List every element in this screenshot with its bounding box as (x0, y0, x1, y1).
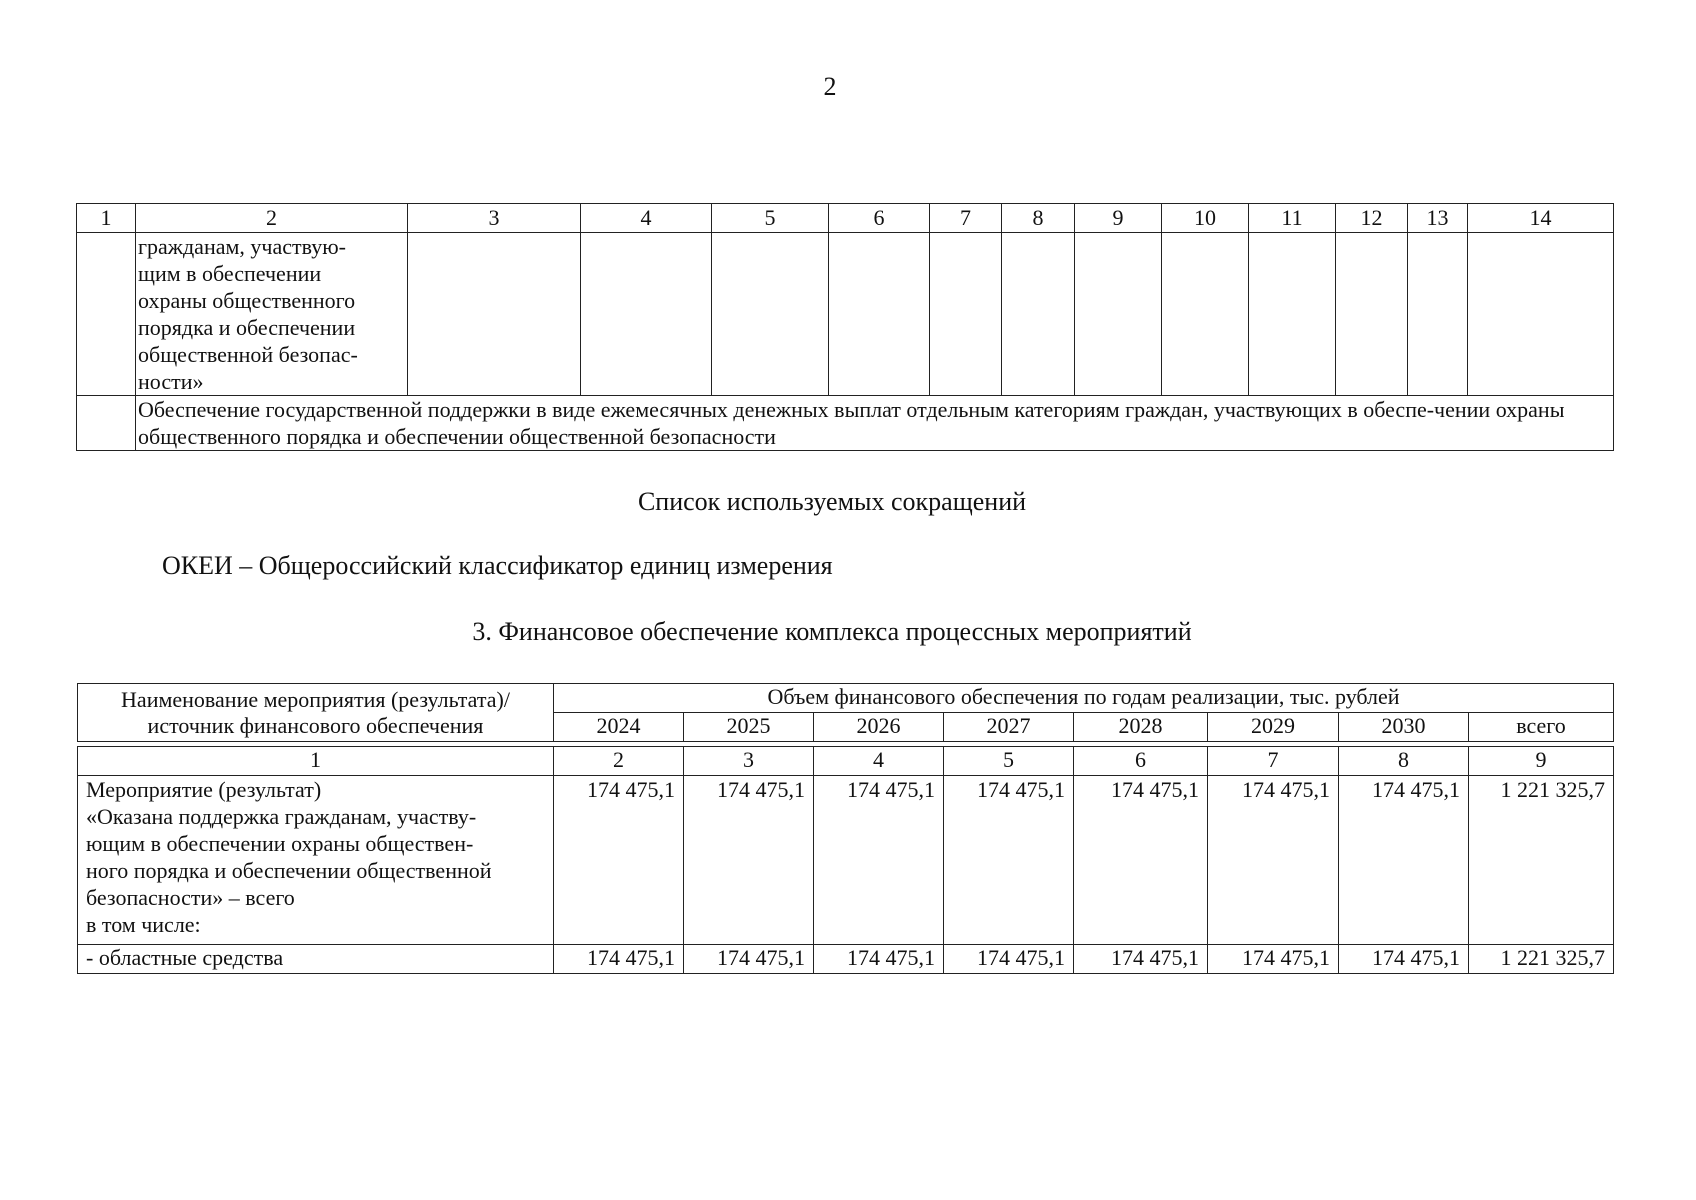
year-header-cell: 2024 (554, 713, 684, 742)
value-cell: 174 475,1 (944, 945, 1074, 974)
activity-name-cell (78, 776, 554, 945)
empty-cell (1075, 233, 1162, 396)
empty-cell (1408, 233, 1468, 396)
text-line: охраны общественного (138, 288, 356, 313)
column-number-cell: 7 (1208, 747, 1339, 776)
empty-cell (1162, 233, 1249, 396)
column-number-cell: 4 (814, 747, 944, 776)
year-header-cell: 2030 (1339, 713, 1469, 742)
empty-cell (712, 233, 829, 396)
header-cell: 12 (1336, 204, 1408, 233)
empty-cell (930, 233, 1002, 396)
value-cell: 174 475,1 (1208, 945, 1339, 974)
value-cell: 174 475,1 (1074, 776, 1208, 945)
header-cell: 8 (1002, 204, 1075, 233)
table-row (77, 233, 1614, 396)
table-row (77, 396, 1614, 451)
abbreviations-title: Список используемых сокращений (637, 487, 1027, 516)
column-number-cell: 9 (1469, 747, 1614, 776)
total-header-cell: всего (1469, 713, 1614, 742)
text-line: порядка и обеспечении (138, 315, 356, 340)
empty-cell (408, 233, 581, 396)
header-cell: 6 (829, 204, 930, 233)
empty-cell (77, 396, 136, 451)
text-line: гражданам, участвую- (138, 234, 347, 259)
text-line: в том числе: (86, 912, 201, 937)
value-cell: 174 475,1 (554, 776, 684, 945)
page-number: 2 (823, 72, 837, 101)
text-line: общественной безопас- (138, 342, 358, 367)
text-line: ного порядка и обеспечении общественной (86, 858, 492, 883)
table-row (78, 945, 1614, 974)
column-number-cell: 2 (554, 747, 684, 776)
value-cell: 174 475,1 (1339, 776, 1469, 945)
value-cell: 174 475,1 (1208, 776, 1339, 945)
table-header-row (77, 204, 1614, 233)
header-cell: 9 (1075, 204, 1162, 233)
header-cell: 1 (77, 204, 136, 233)
table-header-row (78, 684, 1614, 713)
total-value-cell: 1 221 325,7 (1469, 945, 1614, 974)
value-cell: 174 475,1 (1074, 945, 1208, 974)
year-header-cell: 2027 (944, 713, 1074, 742)
value-cell: 174 475,1 (684, 945, 814, 974)
empty-cell (77, 233, 136, 396)
header-cell: 13 (1408, 204, 1468, 233)
table-row (78, 776, 1614, 945)
merged-description-cell: Обеспечение государственной поддержки в виде ежемесячных денежных выплат отдельным категориям граждан, участвующих в обеспе-чении охраны общественного порядка и обеспечении общественной безопасности (136, 396, 1614, 451)
value-cell: 174 475,1 (814, 776, 944, 945)
column-number-cell: 5 (944, 747, 1074, 776)
empty-cell (1002, 233, 1075, 396)
text-line: Мероприятие (результат) (86, 777, 322, 802)
total-value-cell: 1 221 325,7 (1469, 776, 1614, 945)
source-name-cell: - областные средства (78, 945, 554, 974)
header-cell: 5 (712, 204, 829, 233)
header-cell: 11 (1249, 204, 1336, 233)
value-cell: 174 475,1 (1339, 945, 1469, 974)
empty-cell (1336, 233, 1408, 396)
value-cell: 174 475,1 (684, 776, 814, 945)
column-number-cell: 6 (1074, 747, 1208, 776)
empty-cell (829, 233, 930, 396)
header-cell: 4 (581, 204, 712, 233)
empty-cell (1249, 233, 1336, 396)
text-line: щим в обеспечении (138, 261, 322, 286)
header-volume-cell: Объем финансового обеспечения по годам реализации, тыс. рублей (554, 684, 1614, 713)
financing-table (77, 683, 1614, 974)
year-header-cell: 2026 (814, 713, 944, 742)
header-name-cell: Наименование мероприятия (результата)/ источник финансового обеспечения (78, 684, 554, 742)
financing-section-title: 3. Финансовое обеспечение комплекса процессных мероприятий (472, 617, 1192, 646)
header-cell: 2 (136, 204, 408, 233)
value-cell: 174 475,1 (944, 776, 1074, 945)
abbreviation-item: ОКЕИ – Общероссийский классификатор единиц измерения (162, 551, 833, 580)
text-line: безопасности» – всего (86, 885, 295, 910)
text-line: ности» (138, 369, 204, 394)
header-cell: 10 (1162, 204, 1249, 233)
empty-cell (581, 233, 712, 396)
header-cell: 7 (930, 204, 1002, 233)
year-header-cell: 2028 (1074, 713, 1208, 742)
header-cell: 14 (1468, 204, 1614, 233)
column-number-cell: 1 (78, 747, 554, 776)
column-number-cell: 3 (684, 747, 814, 776)
header-cell: 3 (408, 204, 581, 233)
text-line: «Оказана поддержка гражданам, участву- (86, 804, 477, 829)
text-line: ющим в обеспечении охраны обществен- (86, 831, 474, 856)
column-number-row (78, 747, 1614, 776)
empty-cell (1468, 233, 1614, 396)
year-header-cell: 2025 (684, 713, 814, 742)
column-number-cell: 8 (1339, 747, 1469, 776)
value-cell: 174 475,1 (554, 945, 684, 974)
year-header-cell: 2029 (1208, 713, 1339, 742)
name-cell (136, 233, 408, 396)
value-cell: 174 475,1 (814, 945, 944, 974)
activities-table-continuation (76, 203, 1614, 451)
